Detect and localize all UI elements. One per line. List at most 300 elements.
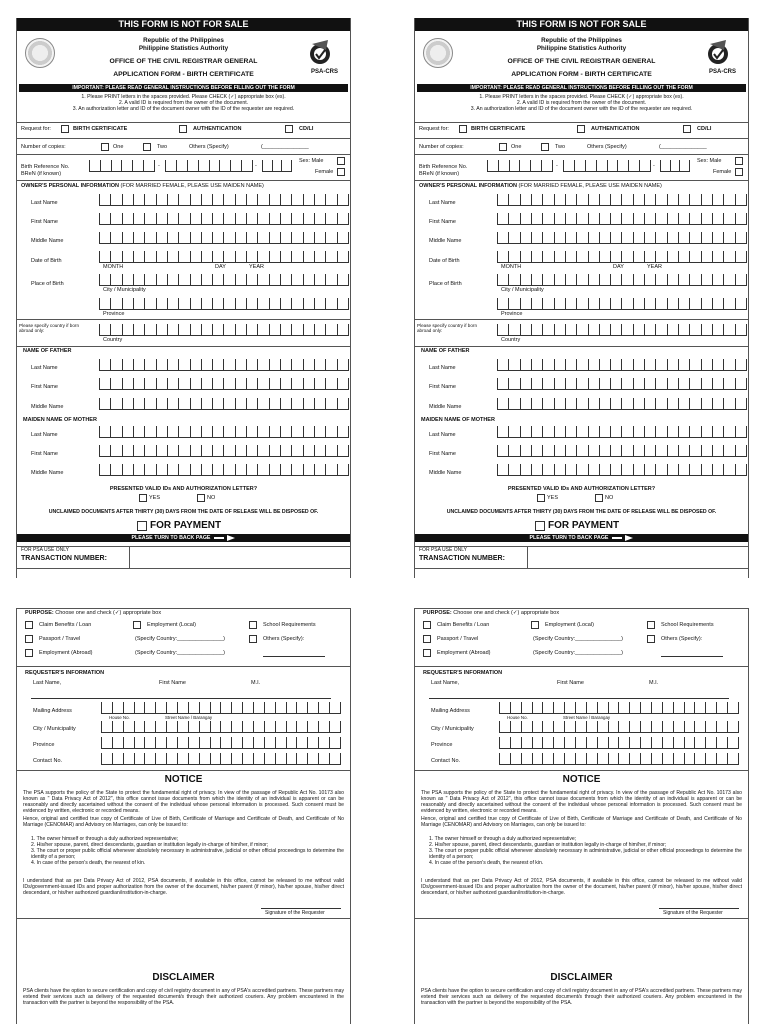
letter-cell[interactable] [246,324,257,336]
letter-cell[interactable] [508,213,519,225]
letter-cell[interactable] [201,445,212,457]
letter-cell[interactable] [156,324,167,336]
for-payment-checkbox[interactable] [535,521,545,531]
letter-cell[interactable] [122,251,133,263]
letter-cell[interactable] [167,232,178,244]
letter-cell[interactable] [621,251,632,263]
letter-cell[interactable] [508,426,519,438]
letter-cell[interactable] [655,251,666,263]
letter-cell[interactable] [246,232,257,244]
employment-abroad-checkbox[interactable] [423,649,431,657]
letter-cell[interactable] [101,702,112,714]
letter-cell[interactable] [723,251,734,263]
letter-cell[interactable] [291,324,302,336]
letter-cell[interactable] [123,702,134,714]
father-middle-field[interactable] [99,398,349,410]
letter-cell[interactable] [735,378,747,390]
letter-cell[interactable] [133,274,144,286]
letter-cell[interactable] [314,324,325,336]
letter-cell[interactable] [735,232,747,244]
letter-cell[interactable] [678,251,689,263]
letter-cell[interactable] [554,298,565,310]
letter-cell[interactable] [122,232,133,244]
letter-cell[interactable] [133,298,144,310]
letter-cell[interactable] [499,737,510,749]
letter-cell[interactable] [133,213,144,225]
letter-cell[interactable] [156,464,167,476]
authentication-checkbox[interactable] [577,125,585,133]
letter-cell[interactable] [246,398,257,410]
letter-cell[interactable] [133,359,144,371]
letter-cell[interactable] [542,737,553,749]
letter-cell[interactable] [678,445,689,457]
letter-cell[interactable] [199,702,210,714]
letter-cell[interactable] [318,737,329,749]
letter-cell[interactable] [565,298,576,310]
letter-cell[interactable] [531,194,542,206]
letter-cell[interactable] [633,194,644,206]
letter-cell[interactable] [99,378,110,390]
letter-cell[interactable] [712,378,723,390]
owner-country-field[interactable] [497,324,747,336]
letter-cell[interactable] [655,194,666,206]
letter-cell[interactable] [670,160,680,172]
letter-cell[interactable] [554,232,565,244]
letter-cell[interactable] [508,232,519,244]
letter-cell[interactable] [644,298,655,310]
letter-cell[interactable] [246,298,257,310]
letter-cell[interactable] [177,737,188,749]
letter-cell[interactable] [723,426,734,438]
letter-cell[interactable] [723,274,734,286]
letter-cell[interactable] [520,251,531,263]
letter-cell[interactable] [564,753,575,765]
letter-cell[interactable] [644,324,655,336]
letter-cell[interactable] [122,213,133,225]
copies-others-field[interactable]: (_______________ [659,144,707,150]
letter-cell[interactable] [633,426,644,438]
letter-cell[interactable] [325,213,336,225]
letter-cell[interactable] [531,274,542,286]
letter-cell[interactable] [651,753,662,765]
letter-cell[interactable] [212,426,223,438]
letter-cell[interactable] [201,232,212,244]
letter-cell[interactable] [554,464,565,476]
letter-cell[interactable] [599,426,610,438]
letter-cell[interactable] [291,426,302,438]
letter-cell[interactable] [510,753,521,765]
letter-cell[interactable] [155,737,166,749]
letter-cell[interactable] [678,213,689,225]
mother-last-field[interactable] [497,426,747,438]
letter-cell[interactable] [122,324,133,336]
letter-cell[interactable] [269,251,280,263]
letter-cell[interactable] [122,426,133,438]
letter-cell[interactable] [701,398,712,410]
letter-cell[interactable] [280,298,291,310]
letter-cell[interactable] [530,160,541,172]
letter-cell[interactable] [122,464,133,476]
letter-cell[interactable] [542,753,553,765]
letter-cell[interactable] [269,464,280,476]
letter-cell[interactable] [291,232,302,244]
bren-field-3[interactable] [262,160,292,172]
letter-cell[interactable] [508,194,519,206]
letter-cell[interactable] [689,232,700,244]
letter-cell[interactable] [689,359,700,371]
letter-cell[interactable] [212,232,223,244]
letter-cell[interactable] [337,445,349,457]
letter-cell[interactable] [565,426,576,438]
employment-local-checkbox[interactable] [531,621,539,629]
letter-cell[interactable] [607,160,618,172]
letter-cell[interactable] [684,753,695,765]
letter-cell[interactable] [133,232,144,244]
letter-cell[interactable] [531,359,542,371]
letter-cell[interactable] [599,194,610,206]
letter-cell[interactable] [166,753,177,765]
letter-cell[interactable] [640,753,651,765]
owner-last-field[interactable] [497,194,747,206]
letter-cell[interactable] [257,213,268,225]
letter-cell[interactable] [235,213,246,225]
letter-cell[interactable] [735,426,747,438]
cdli-checkbox[interactable] [683,125,691,133]
letter-cell[interactable] [212,359,223,371]
letter-cell[interactable] [723,398,734,410]
letter-cell[interactable] [188,753,199,765]
letter-cell[interactable] [269,274,280,286]
letter-cell[interactable] [667,359,678,371]
letter-cell[interactable] [296,721,307,733]
letter-cell[interactable] [588,298,599,310]
letter-cell[interactable] [201,213,212,225]
letter-cell[interactable] [565,274,576,286]
letter-cell[interactable] [264,737,275,749]
employment-abroad-checkbox[interactable] [25,649,33,657]
owner-middle-field[interactable] [497,232,747,244]
letter-cell[interactable] [565,232,576,244]
letter-cell[interactable] [542,721,553,733]
letter-cell[interactable] [144,251,155,263]
letter-cell[interactable] [520,213,531,225]
letter-cell[interactable] [662,737,673,749]
letter-cell[interactable] [201,464,212,476]
letter-cell[interactable] [291,298,302,310]
letter-cell[interactable] [210,753,221,765]
letter-cell[interactable] [144,298,155,310]
copies-one-checkbox[interactable] [101,143,109,151]
signature-line[interactable] [261,908,341,909]
letter-cell[interactable] [314,251,325,263]
letter-cell[interactable] [599,445,610,457]
sex-male-checkbox[interactable] [337,157,345,165]
letter-cell[interactable] [212,274,223,286]
letter-cell[interactable] [269,213,280,225]
letter-cell[interactable] [177,753,188,765]
letter-cell[interactable] [242,737,253,749]
letter-cell[interactable] [499,721,510,733]
letter-cell[interactable] [667,251,678,263]
letter-cell[interactable] [167,378,178,390]
letter-cell[interactable] [621,232,632,244]
letter-cell[interactable] [640,737,651,749]
letter-cell[interactable] [542,194,553,206]
letter-cell[interactable] [337,398,349,410]
letter-cell[interactable] [110,378,121,390]
letter-cell[interactable] [576,298,587,310]
letter-cell[interactable] [223,378,234,390]
letter-cell[interactable] [531,464,542,476]
letter-cell[interactable] [337,232,349,244]
letter-cell[interactable] [167,194,178,206]
letter-cell[interactable] [610,398,621,410]
owner-city-field[interactable] [99,274,349,286]
letter-cell[interactable] [621,398,632,410]
letter-cell[interactable] [178,464,189,476]
letter-cell[interactable] [701,445,712,457]
letter-cell[interactable] [542,445,553,457]
letter-cell[interactable] [633,232,644,244]
letter-cell[interactable] [275,753,286,765]
letter-cell[interactable] [621,378,632,390]
letter-cell[interactable] [303,359,314,371]
letter-cell[interactable] [705,702,716,714]
letter-cell[interactable] [599,298,610,310]
letter-cell[interactable] [99,426,110,438]
letter-cell[interactable] [575,737,586,749]
birth-cert-checkbox[interactable] [61,125,69,133]
letter-cell[interactable] [134,737,145,749]
owner-city-field[interactable] [497,274,747,286]
letter-cell[interactable] [212,324,223,336]
letter-cell[interactable] [542,213,553,225]
letter-cell[interactable] [210,702,221,714]
letter-cell[interactable] [235,445,246,457]
req-city-field[interactable] [499,721,739,733]
letter-cell[interactable] [133,464,144,476]
letter-cell[interactable] [253,702,264,714]
passport-country-field[interactable]: (Specify Country:_______________) [533,636,623,642]
letter-cell[interactable] [727,702,739,714]
letter-cell[interactable] [716,721,727,733]
letter-cell[interactable] [531,251,542,263]
letter-cell[interactable] [253,737,264,749]
letter-cell[interactable] [123,737,134,749]
letter-cell[interactable] [269,324,280,336]
letter-cell[interactable] [220,702,231,714]
letter-cell[interactable] [280,213,291,225]
letter-cell[interactable] [110,274,121,286]
letter-cell[interactable] [520,445,531,457]
letter-cell[interactable] [497,324,508,336]
letter-cell[interactable] [599,378,610,390]
letter-cell[interactable] [542,324,553,336]
letter-cell[interactable] [99,194,110,206]
letter-cell[interactable] [599,359,610,371]
letter-cell[interactable] [329,737,341,749]
letter-cell[interactable] [735,298,747,310]
letter-cell[interactable] [701,274,712,286]
letter-cell[interactable] [574,160,585,172]
letter-cell[interactable] [190,194,201,206]
others-specify-line[interactable] [263,656,325,657]
letter-cell[interactable] [618,702,629,714]
letter-cell[interactable] [303,398,314,410]
letter-cell[interactable] [177,721,188,733]
letter-cell[interactable] [597,702,608,714]
letter-cell[interactable] [701,232,712,244]
letter-cell[interactable] [716,702,727,714]
letter-cell[interactable] [325,426,336,438]
letter-cell[interactable] [576,398,587,410]
letter-cell[interactable] [701,213,712,225]
letter-cell[interactable] [497,464,508,476]
letter-cell[interactable] [99,464,110,476]
letter-cell[interactable] [201,194,212,206]
letter-cell[interactable] [531,298,542,310]
letter-cell[interactable] [542,251,553,263]
letter-cell[interactable] [673,737,684,749]
letter-cell[interactable] [303,464,314,476]
letter-cell[interactable] [190,426,201,438]
letter-cell[interactable] [597,721,608,733]
letter-cell[interactable] [101,737,112,749]
letter-cell[interactable] [633,213,644,225]
letter-cell[interactable] [337,274,349,286]
letter-cell[interactable] [246,251,257,263]
letter-cell[interactable] [541,160,553,172]
letter-cell[interactable] [303,324,314,336]
letter-cell[interactable] [723,445,734,457]
letter-cell[interactable] [110,194,121,206]
letter-cell[interactable] [178,251,189,263]
letter-cell[interactable] [586,721,597,733]
letter-cell[interactable] [212,298,223,310]
letter-cell[interactable] [296,737,307,749]
letter-cell[interactable] [735,274,747,286]
claim-benefits-checkbox[interactable] [25,621,33,629]
letter-cell[interactable] [178,426,189,438]
letter-cell[interactable] [144,753,155,765]
letter-cell[interactable] [553,737,564,749]
letter-cell[interactable] [588,445,599,457]
letter-cell[interactable] [246,274,257,286]
letter-cell[interactable] [314,359,325,371]
letter-cell[interactable] [110,398,121,410]
letter-cell[interactable] [575,753,586,765]
letter-cell[interactable] [618,737,629,749]
letter-cell[interactable] [610,445,621,457]
letter-cell[interactable] [633,324,644,336]
letter-cell[interactable] [167,298,178,310]
letter-cell[interactable] [122,359,133,371]
letter-cell[interactable] [679,160,690,172]
letter-cell[interactable] [156,274,167,286]
letter-cell[interactable] [531,378,542,390]
letter-cell[interactable] [166,702,177,714]
letter-cell[interactable] [667,378,678,390]
letter-cell[interactable] [678,378,689,390]
copies-two-checkbox[interactable] [143,143,151,151]
letter-cell[interactable] [735,359,747,371]
letter-cell[interactable] [307,721,318,733]
letter-cell[interactable] [280,251,291,263]
letter-cell[interactable] [281,160,292,172]
letter-cell[interactable] [723,213,734,225]
letter-cell[interactable] [134,721,145,733]
letter-cell[interactable] [264,702,275,714]
letter-cell[interactable] [242,721,253,733]
letter-cell[interactable] [542,702,553,714]
letter-cell[interactable] [210,737,221,749]
letter-cell[interactable] [532,702,543,714]
letter-cell[interactable] [712,398,723,410]
letter-cell[interactable] [497,274,508,286]
letter-cell[interactable] [644,232,655,244]
letter-cell[interactable] [735,251,747,263]
bren-field-1[interactable] [89,160,155,172]
letter-cell[interactable] [112,702,123,714]
letter-cell[interactable] [532,737,543,749]
letter-cell[interactable] [610,378,621,390]
letter-cell[interactable] [644,464,655,476]
letter-cell[interactable] [586,737,597,749]
letter-cell[interactable] [246,445,257,457]
passport-checkbox[interactable] [25,635,33,643]
letter-cell[interactable] [314,464,325,476]
letter-cell[interactable] [303,445,314,457]
letter-cell[interactable] [712,194,723,206]
req-province-field[interactable] [101,737,341,749]
letter-cell[interactable] [554,378,565,390]
letter-cell[interactable] [565,445,576,457]
letter-cell[interactable] [532,753,543,765]
letter-cell[interactable] [705,721,716,733]
letter-cell[interactable] [112,721,123,733]
letter-cell[interactable] [542,464,553,476]
letter-cell[interactable] [701,426,712,438]
letter-cell[interactable] [576,213,587,225]
req-province-field[interactable] [499,737,739,749]
owner-country-field[interactable] [99,324,349,336]
letter-cell[interactable] [564,702,575,714]
letter-cell[interactable] [231,721,242,733]
letter-cell[interactable] [521,721,532,733]
letter-cell[interactable] [644,426,655,438]
letter-cell[interactable] [110,359,121,371]
letter-cell[interactable] [325,378,336,390]
owner-dob-field[interactable] [497,251,747,263]
letter-cell[interactable] [190,298,201,310]
letter-cell[interactable] [678,324,689,336]
letter-cell[interactable] [588,324,599,336]
letter-cell[interactable] [99,398,110,410]
letter-cell[interactable] [701,298,712,310]
letter-cell[interactable] [291,274,302,286]
letter-cell[interactable] [134,753,145,765]
letter-cell[interactable] [712,274,723,286]
letter-cell[interactable] [576,324,587,336]
letter-cell[interactable] [291,251,302,263]
letter-cell[interactable] [190,274,201,286]
letter-cell[interactable] [291,378,302,390]
letter-cell[interactable] [99,298,110,310]
letter-cell[interactable] [655,324,666,336]
letter-cell[interactable] [499,702,510,714]
mailing-field[interactable] [499,702,739,714]
letter-cell[interactable] [144,359,155,371]
